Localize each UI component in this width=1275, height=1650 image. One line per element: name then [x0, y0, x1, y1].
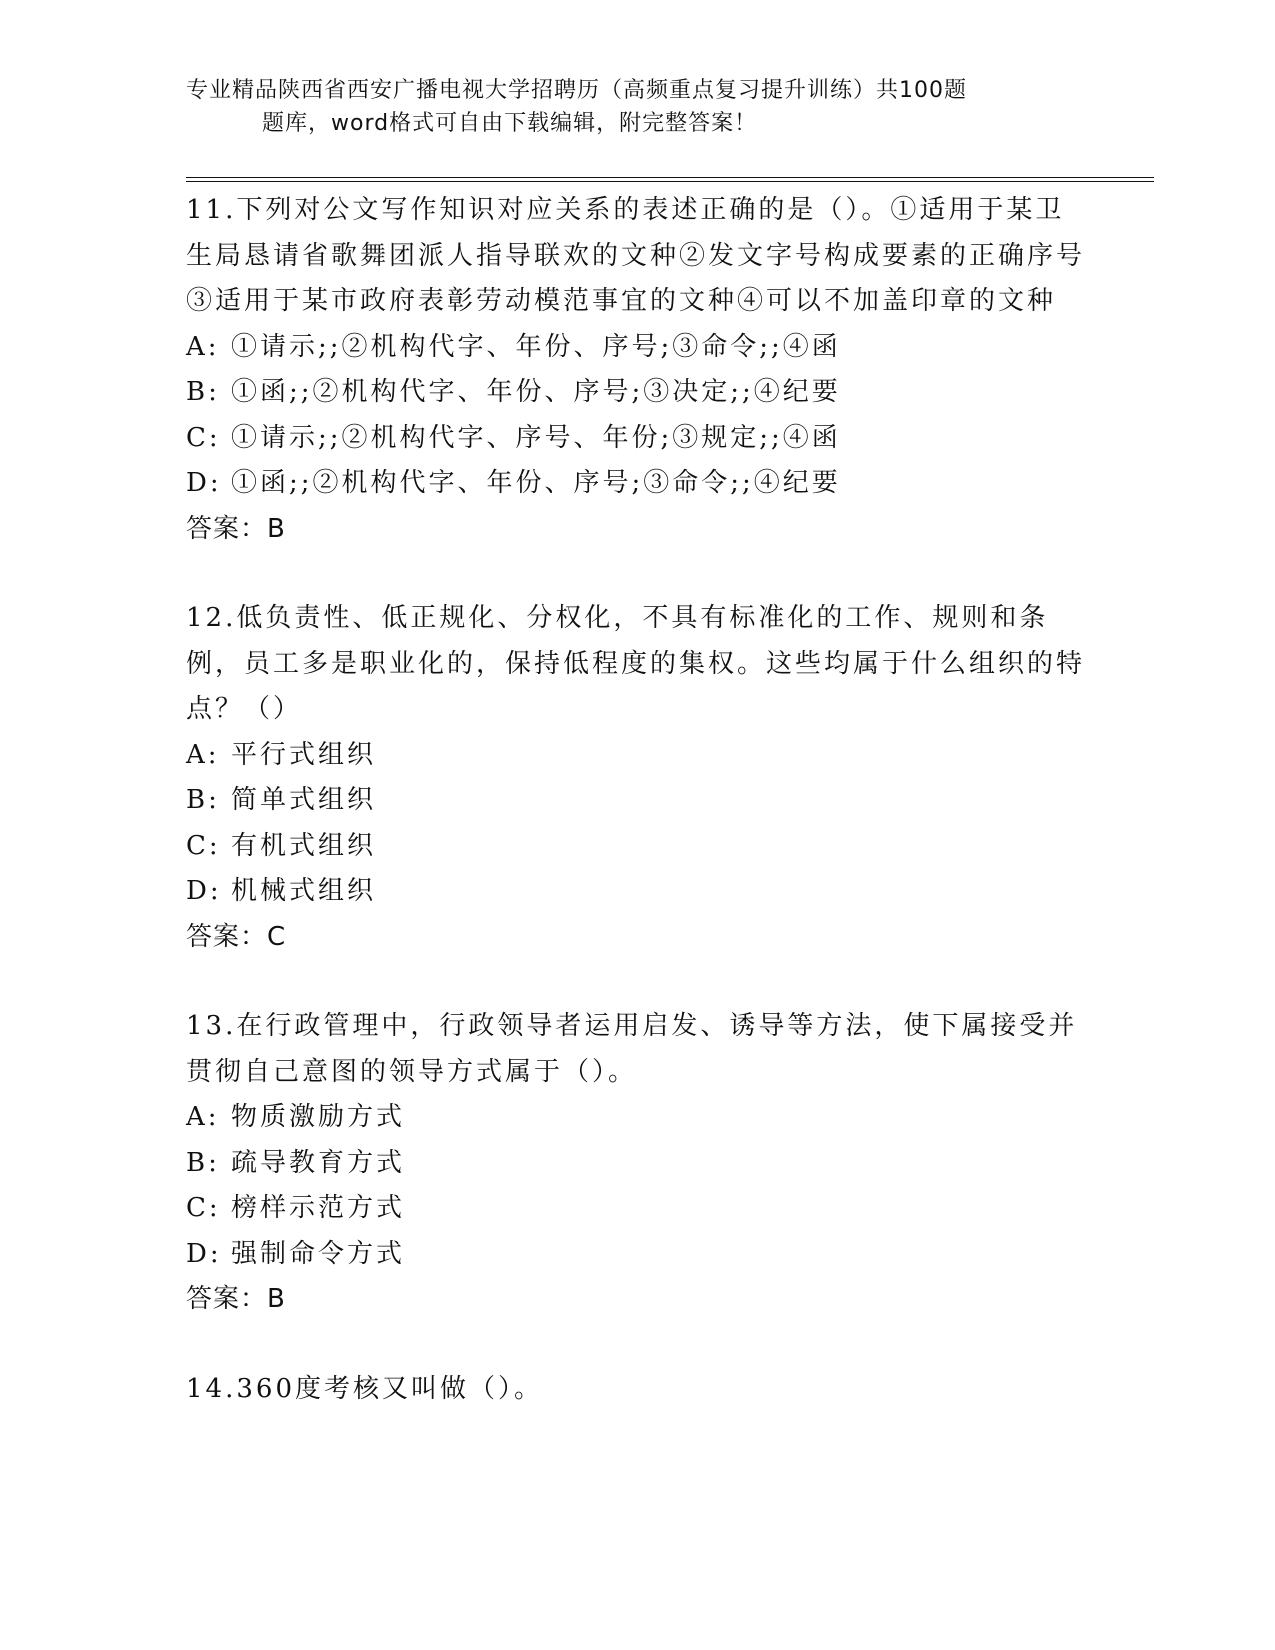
option-letter: B:: [186, 785, 220, 815]
document-header: [186, 74, 1086, 140]
option-letter: C:: [186, 830, 221, 861]
option-letter: D:: [186, 468, 222, 498]
question-13: [186, 1004, 1086, 1323]
option-text: 物质激励方式: [231, 1102, 406, 1132]
option-letter: C:: [186, 422, 221, 453]
question-body: 下列对公文写作知识对应关系的表述正确的是（）。①适用于某卫生局恳请省歌舞团派人指导联欢的文种②发文字号构成要素的正确序号③适用于某市政府表彰劳动模范事宜的文种④可以不加盖印章的文种: [186, 195, 1086, 316]
header-line-2: 题库，word格式可自由下载编辑，附完整答案！: [262, 111, 758, 136]
option-b: [186, 778, 1086, 824]
option-text: 榜样示范方式: [231, 1193, 406, 1223]
option-text: ①函;;②机构代字、年份、序号;③决定;;④纪要: [231, 377, 841, 407]
question-14: [186, 1367, 1086, 1413]
question-text: [186, 188, 1086, 325]
question-number: 14.: [186, 1373, 237, 1404]
question-11: [186, 188, 1086, 552]
option-text: ①请示;;②机构代字、年份、序号;③命令;;④函: [231, 331, 841, 362]
question-list: [186, 188, 1086, 1412]
option-text: 疏导教育方式: [231, 1147, 406, 1178]
option-letter: C:: [186, 1193, 221, 1223]
option-a: [186, 1095, 1086, 1141]
option-d: [186, 461, 1086, 507]
option-text: 强制命令方式: [231, 1238, 406, 1269]
option-letter: A:: [186, 739, 220, 770]
question-number: 11.: [186, 195, 237, 225]
option-text: 简单式组织: [231, 785, 377, 815]
option-d: [186, 1232, 1086, 1278]
option-text: 机械式组织: [231, 876, 377, 906]
question-body: 在行政管理中，行政领导者运用启发、诱导等方法，使下属接受并贯彻自己意图的领导方式属于（）。: [186, 1011, 1078, 1087]
question-body: 360度考核又叫做（）。: [236, 1373, 543, 1404]
question-text: [186, 1004, 1086, 1095]
option-d: [186, 869, 1086, 915]
option-letter: B:: [186, 377, 220, 407]
option-b: [186, 1141, 1086, 1187]
header-line-1: 专业精品陕西省西安广播电视大学招聘历（高频重点复习提升训练）共100题: [186, 78, 967, 103]
option-b: [186, 370, 1086, 416]
option-a: [186, 733, 1086, 779]
option-letter: A:: [186, 1102, 220, 1132]
question-text: [186, 1367, 1086, 1413]
question-12: [186, 596, 1086, 960]
answer: 答案：C: [186, 921, 287, 952]
header-rule-bottom: [186, 181, 1154, 182]
option-letter: D:: [186, 1238, 222, 1269]
option-c: [186, 824, 1086, 870]
answer: 答案：B: [186, 513, 286, 544]
option-text: ①请示;;②机构代字、序号、年份;③规定;;④函: [231, 422, 841, 453]
question-number: 13.: [186, 1011, 237, 1041]
option-letter: B:: [186, 1147, 220, 1178]
answer: 答案：B: [186, 1284, 286, 1314]
option-c: [186, 1186, 1086, 1232]
option-letter: A:: [186, 331, 220, 362]
option-c: [186, 416, 1086, 462]
header-rule-top: [186, 177, 1154, 178]
option-letter: D:: [186, 876, 222, 906]
question-body: 低负责性、低正规化、分权化，不具有标准化的工作、规则和条例，员工多是职业化的，保持低程度的集权。这些均属于什么组织的特点？（）: [186, 603, 1086, 724]
option-text: 平行式组织: [231, 739, 377, 770]
option-a: [186, 325, 1086, 371]
question-text: [186, 596, 1086, 733]
option-text: ①函;;②机构代字、年份、序号;③命令;;④纪要: [231, 468, 841, 498]
option-text: 有机式组织: [231, 830, 377, 861]
question-number: 12.: [186, 603, 237, 633]
